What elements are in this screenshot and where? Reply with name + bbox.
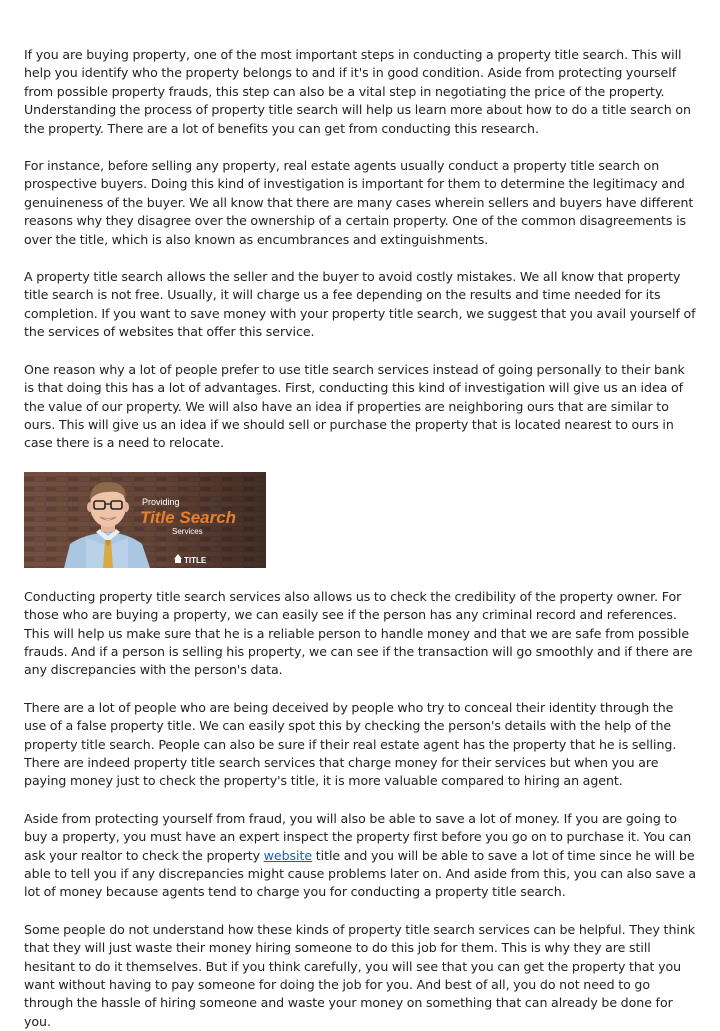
banner-line-title-search: Title Search [140,507,237,527]
paragraph-7-text-after: title and you will be able to save a lot of time since he will be able to tell you if any discrepancies might cause problems later on. And aside from this, you can also save a lot of money because agents tend to charge you for conducting a property title search. [24,847,697,900]
title-search-banner-image [24,472,266,568]
logo-text: TITLE [184,555,207,565]
banner-illustration [24,472,266,568]
paragraph-5: Conducting property title search services also allows us to check the credibility of the property owner. For those who are buying a property, we can easily see if the person has any criminal record and references. This will help us make sure that he is a reliable person to handle money and that we are safe from possible frauds. And if a person is selling his property, we can see if the transaction will go smoothly and if there are any discrepancies with the person's data. [24,588,693,678]
paragraph-6: There are a lot of people who are being deceived by people who try to conceal their identity through the use of a false property title. We can easily spot this by checking the person's details with the help of the property title search. People can also be sure if their real estate agent has the property that he is selling. There are indeed property title search services that charge money for their services but when you are paying money just to check the property's title, it is more valuable compared to hiring an agent. [24,699,677,789]
paragraph-3: A property title search allows the seller and the buyer to avoid costly mistakes. We all know that property title search is not free. Usually, it will charge us a fee depending on the results and time needed for its completion. If you want to save money with your property title search, we suggest that you avail yourself of the services of websites that offer this service. [24,269,696,340]
paragraph-2: For instance, before selling any property, real estate agents usually conduct a property title search on prospective buyers. Doing this kind of investigation is important for them to determine the legitimacy and genuineness of the buyer. We all know that there are many cases wherein sellers and buyers have different reasons why they disagree over the ownership of a certain property. One of the common disagreements is over the title, which is also known as encumbrances and extinguishments. [24,158,694,247]
banner-line-services: Services [172,526,203,536]
website-link[interactable]: website [263,847,313,863]
paragraph-1: If you are buying property, one of the most important steps in conducting a property title search. This will help you identify who the property belongs to and if it's in good condition. Aside from protecting yourself from possible property frauds, this step can also be a vital step in negotiating the price of the property. Understanding the process of property title search will help us learn more about how to do a title search on the property. There are a lot of benefits you can get from conducting this research. [24,47,691,136]
paragraph-8: Some people do not understand how these kinds of property title search services can be helpful. They think that they will just waste their money hiring someone to do this job for them. This is why they are still hesitant to do it themselves. But if you think carefully, you will see that you can get the property that you want without having to pay someone for doing the job for you. And best of all, you do not need to go through the hassle of hiring someone and waste your money on something that can already be done for you. [24,921,696,1029]
paragraph-7 [24,810,698,902]
paragraph-7-text-before: Aside from protecting yourself from fraud, you will also be able to save a lot of money. If you are going to buy a property, you must have an expert inspect the property first before you go on to purchase it. You can ask your realtor to check the property [24,810,692,863]
paragraph-4: One reason why a lot of people prefer to use title search services instead of going personally to their bank is that doing this has a lot of advantages. First, conducting this kind of investigation will give us an idea of the value of our property. We will also have an idea if properties are neighboring ours that are similar to ours. This will give us an idea if we should sell or purchase the property that is located nearest to ours in case there is a need to relocate. [24,361,685,451]
banner-line-providing: Providing [142,496,180,507]
